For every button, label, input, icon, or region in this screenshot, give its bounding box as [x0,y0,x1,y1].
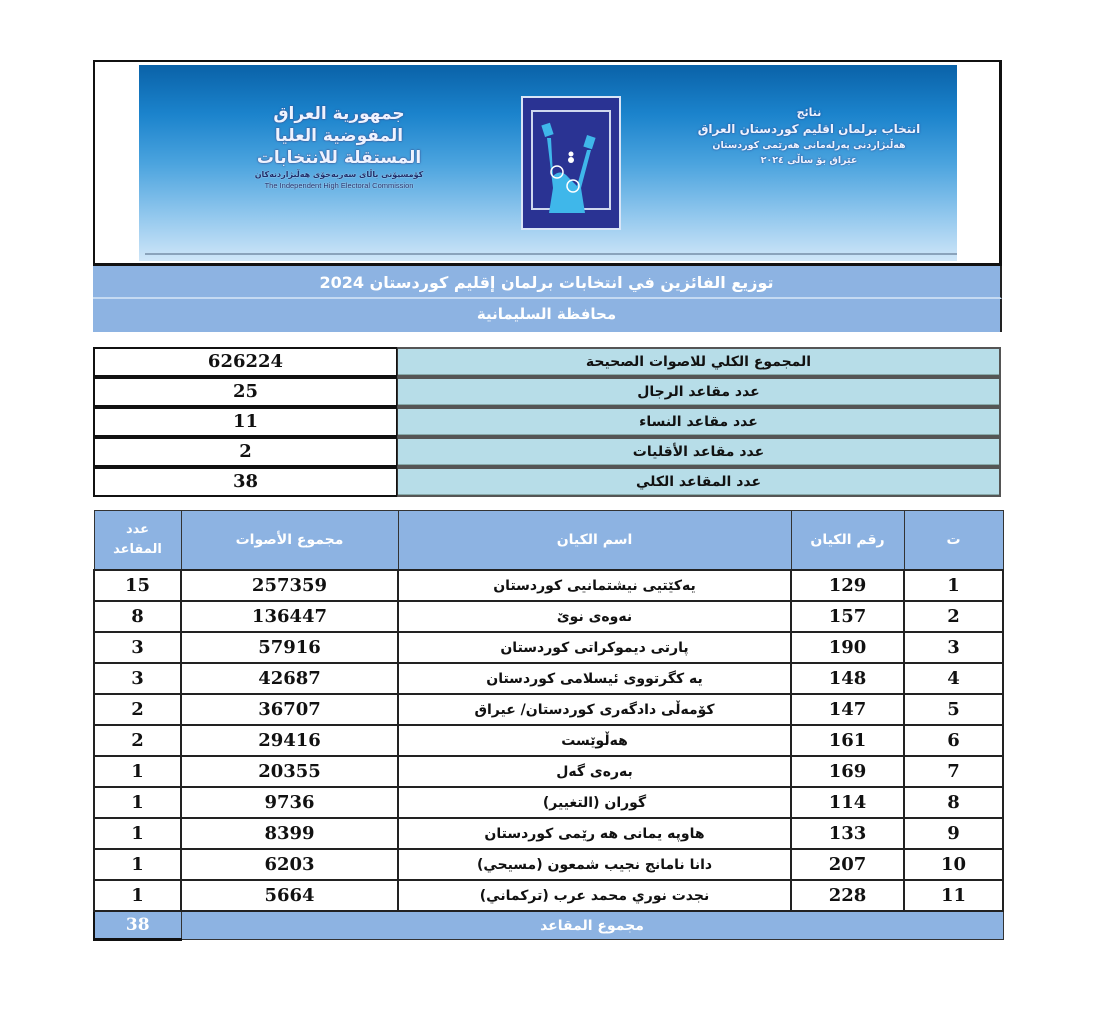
seats-cell: 1 [94,756,181,787]
seq-cell: 1 [904,570,1003,601]
votes-cell: 9736 [181,787,398,818]
seq-cell: 2 [904,601,1003,632]
votes-cell: 5664 [181,880,398,911]
column-header-entity-name: اسم الكيان [398,511,791,571]
summary-table [93,347,1002,497]
results-line2: انتخاب برلمان اقليم كوردستان العراق [697,122,921,136]
entity-name-cell: نجدت نوري محمد عرب (تركماني) [398,880,791,911]
summary-row-men-seats [93,377,1002,407]
table-row [94,725,1003,756]
total-seats-value: 38 [94,911,181,940]
seats-header-line2: المقاعد [113,542,162,557]
banner-divider [145,253,957,255]
seats-cell: 8 [94,601,181,632]
entity-number-cell: 161 [791,725,904,756]
seats-cell: 1 [94,818,181,849]
entity-name-cell: بەرەی گەل [398,756,791,787]
votes-cell: 36707 [181,694,398,725]
seats-cell: 1 [94,787,181,818]
entity-name-cell: پارتی دیموکراتی کوردستان [398,632,791,663]
column-header-entity-number: رقم الكيان [791,511,904,571]
entity-name-cell: دانا نامانج نجيب شمعون (مسيحي) [398,849,791,880]
ihec-logo-icon [521,96,621,230]
summary-label: عدد مقاعد النساء [397,407,1001,437]
ihec-kurdish-line: كۆمسیۆنی باڵای سەربەخۆی هەڵبژاردنەکان [254,170,424,179]
summary-label: عدد مقاعد الأقليات [397,437,1001,467]
seats-cell: 1 [94,880,181,911]
entity-name-cell: یە کگرتووی ئیسلامی کوردستان [398,663,791,694]
seq-cell: 10 [904,849,1003,880]
entity-number-cell: 157 [791,601,904,632]
ballot-figures-icon [523,98,619,228]
summary-row-minority-seats [93,437,1002,467]
entity-name-cell: یەکێتیی نیشتمانیی کوردستان [398,570,791,601]
seq-cell: 6 [904,725,1003,756]
table-row [94,756,1003,787]
entity-number-cell: 207 [791,849,904,880]
header-banner [93,60,1002,266]
table-row [94,601,1003,632]
votes-cell: 20355 [181,756,398,787]
summary-value: 11 [93,407,397,437]
table-row [94,787,1003,818]
page-title: توزيع الفائزين في انتخابات برلمان إقليم كوردستان 2024 [93,266,1002,299]
winners-table [93,510,1004,941]
votes-cell: 57916 [181,632,398,663]
results-line3: هەڵبژاردنی پەرلەمانی هەرێمی کوردستان [712,140,906,151]
table-row [94,880,1003,911]
votes-cell: 257359 [181,570,398,601]
entity-name-cell: گوران (التغيير) [398,787,791,818]
seats-cell: 2 [94,694,181,725]
summary-value: 38 [93,467,397,497]
table-row [94,663,1003,694]
summary-row-valid-votes [93,347,1002,377]
entity-number-cell: 228 [791,880,904,911]
votes-cell: 6203 [181,849,398,880]
seats-cell: 3 [94,632,181,663]
results-line1: نتائج [796,106,822,119]
votes-cell: 136447 [181,601,398,632]
seq-cell: 5 [904,694,1003,725]
votes-cell: 42687 [181,663,398,694]
seats-cell: 15 [94,570,181,601]
entity-number-cell: 133 [791,818,904,849]
seq-cell: 4 [904,663,1003,694]
summary-label: المجموع الكلي للاصوات الصحيحة [397,347,1001,377]
summary-row-women-seats [93,407,1002,437]
table-row [94,694,1003,725]
entity-number-cell: 114 [791,787,904,818]
summary-label: عدد المقاعد الكلي [397,467,1001,497]
results-heading-text [679,105,939,168]
governorate-subtitle: محافظة السليمانية [93,299,1002,332]
ihec-arabic-line1: جمهورية العراق [273,104,405,124]
table-row [94,849,1003,880]
summary-label: عدد مقاعد الرجال [397,377,1001,407]
seats-cell: 1 [94,849,181,880]
seq-cell: 7 [904,756,1003,787]
ihec-english-line: The Independent High Electoral Commission [264,181,414,190]
entity-name-cell: نەوەی نوێ [398,601,791,632]
entity-number-cell: 190 [791,632,904,663]
summary-value: 25 [93,377,397,407]
table-row [94,632,1003,663]
summary-value: 2 [93,437,397,467]
seats-cell: 3 [94,663,181,694]
ihec-arabic-line2: المفوضية العليا المستقلة للانتخابات [256,126,422,168]
seq-cell: 8 [904,787,1003,818]
banner-gradient [139,65,957,261]
entity-number-cell: 147 [791,694,904,725]
table-header-row [94,511,1003,571]
results-line4: عێراق بۆ ساڵی ٢٠٢٤ [760,155,858,166]
table-row [94,570,1003,601]
votes-cell: 8399 [181,818,398,849]
entity-name-cell: هەڵوێست [398,725,791,756]
entity-number-cell: 148 [791,663,904,694]
seats-cell: 2 [94,725,181,756]
summary-value: 626224 [93,347,397,377]
entity-name-cell: کۆمەڵی دادگەری کوردستان/ عیراق [398,694,791,725]
total-seats-row [94,911,1003,940]
column-header-seats [94,511,181,571]
column-header-seq: ت [904,511,1003,571]
results-document [93,60,1002,935]
total-seats-label: مجموع المقاعد [181,911,1003,940]
entity-name-cell: هاوپه یمانی هه رێمی کوردستان [398,818,791,849]
seq-cell: 9 [904,818,1003,849]
entity-number-cell: 129 [791,570,904,601]
seats-header-line1: عدد [125,522,150,537]
ihec-emblem-text [234,103,444,190]
seq-cell: 11 [904,880,1003,911]
seq-cell: 3 [904,632,1003,663]
column-header-votes: مجموع الأصوات [181,511,398,571]
votes-cell: 29416 [181,725,398,756]
table-row [94,818,1003,849]
entity-number-cell: 169 [791,756,904,787]
summary-row-total-seats [93,467,1002,497]
